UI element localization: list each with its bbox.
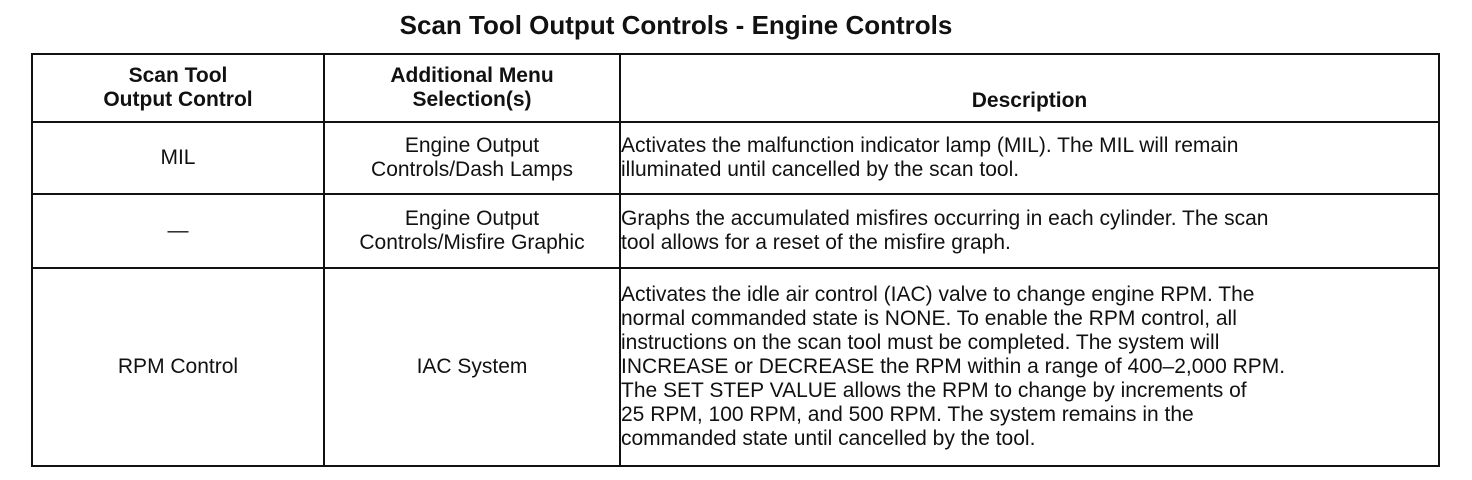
cell-text-line: instructions on the scan tool must be completed. The system will — [621, 331, 1220, 354]
cell-text-line: 25 RPM, 100 RPM, and 500 RPM. The system remains in the — [621, 403, 1194, 426]
cell-output-control: MIL — [32, 122, 324, 194]
cell-text-line: Activates the malfunction indicator lamp (MIL). The MIL will remain — [621, 134, 1239, 157]
cell-text-line: Engine Output — [404, 207, 540, 230]
header-output-control — [32, 54, 324, 122]
table-header-row — [32, 54, 1439, 122]
cell-text-line: Controls/Misfire Graphic — [359, 231, 585, 254]
header-text-line: Additional Menu — [390, 64, 554, 87]
cell-text-line: IAC System — [416, 355, 528, 378]
cell-text-line: commanded state until cancelled by the tool. — [621, 427, 1036, 450]
cell-text-line: Controls/Dash Lamps — [371, 158, 573, 181]
cell-description — [620, 268, 1439, 466]
cell-text-line: Engine Output — [404, 134, 540, 157]
page-title: Scan Tool Output Controls - Engine Controls — [399, 10, 953, 40]
cell-description — [620, 122, 1439, 194]
cell-text-line: tool allows for a reset of the misfire graph. — [621, 231, 1011, 254]
cell-text-line: The SET STEP VALUE allows the RPM to change by increments of — [621, 379, 1247, 402]
cell-text-line: Activates the idle air control (IAC) valve to change engine RPM. The — [621, 283, 1255, 306]
cell-text-line: illuminated until cancelled by the scan tool. — [621, 158, 1020, 181]
cell-text-line: INCREASE or DECREASE the RPM within a range of 400–2,000 RPM. — [621, 355, 1286, 378]
cell-description — [620, 194, 1439, 268]
header-text-line: Scan Tool — [128, 64, 228, 87]
cell-text-line: normal commanded state is NONE. To enable the RPM control, all — [621, 307, 1237, 330]
cell-output-control: RPM Control — [32, 268, 324, 466]
cell-menu-selection — [324, 194, 620, 268]
header-description — [620, 54, 1439, 122]
header-text-line: Selection(s) — [412, 88, 532, 111]
output-controls-table — [31, 53, 1440, 467]
header-text-line: Output Control — [103, 88, 253, 111]
cell-menu-selection — [324, 268, 620, 466]
cell-output-control: — — [32, 194, 324, 268]
table-row — [32, 268, 1439, 466]
header-menu-selection — [324, 54, 620, 122]
cell-text-line: Graphs the accumulated misfires occurring in each cylinder. The scan — [621, 207, 1269, 230]
table-row — [32, 194, 1439, 268]
table-row — [32, 122, 1439, 194]
cell-menu-selection — [324, 122, 620, 194]
header-text-line: Description — [971, 89, 1088, 112]
